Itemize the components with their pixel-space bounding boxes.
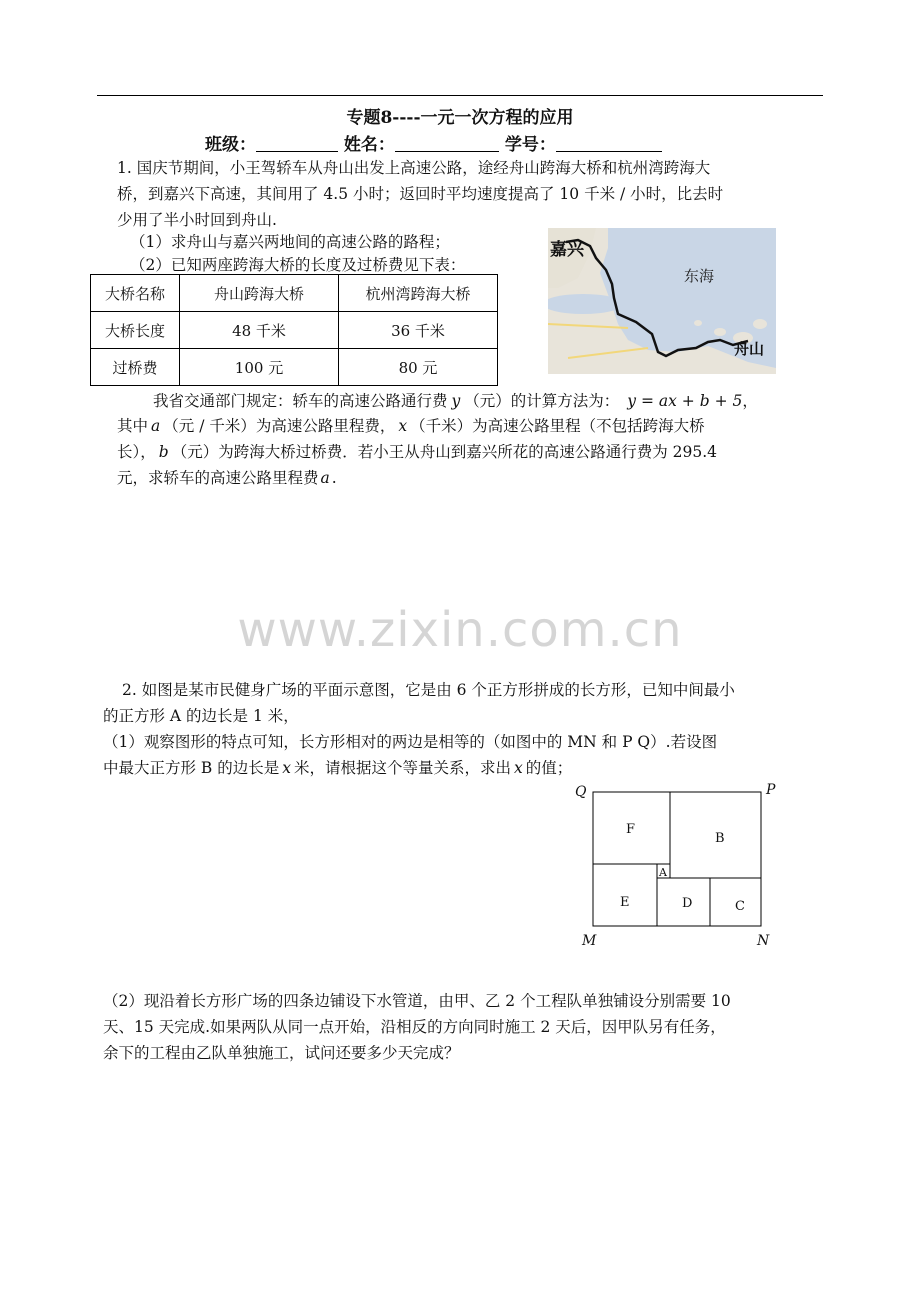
q1-sub-2: （2）已知两座跨海大桥的长度及过桥费见下表： — [130, 256, 466, 274]
var-a: a — [151, 417, 161, 435]
map-label-zhoushan: 舟山 — [734, 340, 765, 358]
rule-text: （千米）为高速公路里程（不包括跨海大桥 — [410, 417, 705, 435]
class-label: 班级： — [205, 135, 256, 155]
q2-part2-line-3: 余下的工程由乙队单独施工，试问还要多少天完成？ — [103, 1044, 460, 1062]
map-label-jiaxing: 嘉兴 — [550, 240, 584, 260]
table-cell: 舟山跨海大桥 — [180, 275, 339, 312]
table-row — [91, 349, 498, 386]
var-x: x — [514, 759, 523, 777]
var-x: x — [398, 417, 408, 435]
q2-part2-line-1: （2）现沿着长方形广场的四条边铺设下水管道，由甲、乙 2 个工程队单独铺设分别需要 10 — [103, 992, 731, 1010]
table-cell: 48 千米 — [180, 312, 339, 349]
var-a: a — [320, 469, 330, 487]
corner-q: Q — [575, 784, 587, 800]
q2-text: 的值； — [525, 759, 573, 777]
square-diagram — [575, 780, 785, 950]
header-rule — [97, 95, 823, 96]
table-row — [91, 275, 498, 312]
map-island — [694, 320, 702, 326]
q2-part2-line-2: 天、15 天完成.如果两队从同一点开始，沿相反的方向同时施工 2 天后，因甲队另有任务， — [103, 1018, 726, 1036]
bridge-table — [90, 274, 498, 386]
route-map — [548, 228, 776, 374]
watermark: www.zixin.com.cn — [237, 602, 683, 658]
page-title: 专题8----一元一次方程的应用 — [346, 108, 574, 128]
q2-line-4 — [103, 755, 572, 781]
label-c: C — [735, 899, 745, 914]
rule-text: ， — [742, 392, 758, 410]
fee-formula: y = ax + b + 5 — [627, 392, 743, 410]
class-blank — [256, 135, 338, 152]
q2-text: 米，请根据这个等量关系，求出 — [294, 759, 512, 777]
rule-text: 元，求轿车的高速公路里程费 — [117, 469, 319, 487]
corner-n: N — [757, 933, 770, 949]
rule-text: （元）为跨海大桥过桥费．若小王从舟山到嘉兴所花的高速公路通行费为 295.4 — [171, 443, 718, 461]
id-blank — [556, 135, 662, 152]
table-cell: 过桥费 — [91, 349, 180, 386]
label-f: F — [626, 822, 636, 837]
q1-rule-line-4 — [117, 465, 337, 491]
label-e: E — [620, 895, 630, 910]
name-blank — [395, 135, 499, 152]
map-island — [714, 328, 726, 336]
map-island — [753, 319, 767, 329]
var-x: x — [282, 759, 291, 777]
name-label: 姓名： — [343, 135, 395, 155]
rule-text: 其中 — [117, 417, 149, 435]
rule-text: （元 / 千米）为高速公路里程费， — [163, 417, 396, 435]
id-label: 学号： — [504, 135, 556, 155]
table-cell: 大桥名称 — [91, 275, 180, 312]
q1-line-3: 少用了半小时回到舟山. — [117, 211, 277, 229]
map-label-donghai: 东海 — [684, 267, 715, 285]
corner-m: M — [582, 933, 597, 949]
rule-text: （元）的计算方法为： — [464, 392, 620, 410]
table-cell: 80 元 — [339, 349, 498, 386]
label-d: D — [682, 896, 693, 911]
q2-text: 中最大正方形 B 的边长是 — [103, 759, 280, 777]
q2-line-1: 2. 如图是某市民健身广场的平面示意图，它是由 6 个正方形拼成的长方形，已知中间最小 — [122, 681, 735, 699]
q2-line-2: 的正方形 A 的边长是 1 米， — [103, 707, 299, 725]
table-row — [91, 312, 498, 349]
q1-rule-line-2 — [117, 413, 705, 439]
rule-text: 长）， — [117, 443, 156, 461]
q2-line-3: （1）观察图形的特点可知，长方形相对的两边是相等的（如图中的 MN 和 P Q）.若设图 — [103, 733, 718, 751]
q1-rule-line-1 — [153, 388, 758, 414]
corner-p: P — [766, 782, 776, 798]
rule-text: . — [331, 469, 337, 487]
student-info-line — [205, 130, 662, 155]
label-a: A — [659, 866, 667, 879]
label-b: B — [715, 831, 725, 846]
q1-line-2: 桥，到嘉兴下高速，其间用了 4.5 小时；返回时平均速度提高了 10 千米 / 小时，比去时 — [117, 185, 724, 203]
table-cell: 36 千米 — [339, 312, 498, 349]
var-b: b — [158, 443, 169, 461]
q1-line-1: 1. 国庆节期间，小王驾轿车从舟山出发上高速公路，途经舟山跨海大桥和杭州湾跨海大 — [117, 159, 711, 177]
table-cell: 大桥长度 — [91, 312, 180, 349]
table-cell: 100 元 — [180, 349, 339, 386]
rule-text: 我省交通部门规定：轿车的高速公路通行费 — [153, 392, 448, 410]
var-y: y — [451, 392, 461, 410]
q1-sub-1: （1）求舟山与嘉兴两地间的高速公路的路程； — [130, 233, 450, 251]
table-cell: 杭州湾跨海大桥 — [339, 275, 498, 312]
q1-rule-line-3 — [117, 439, 717, 465]
